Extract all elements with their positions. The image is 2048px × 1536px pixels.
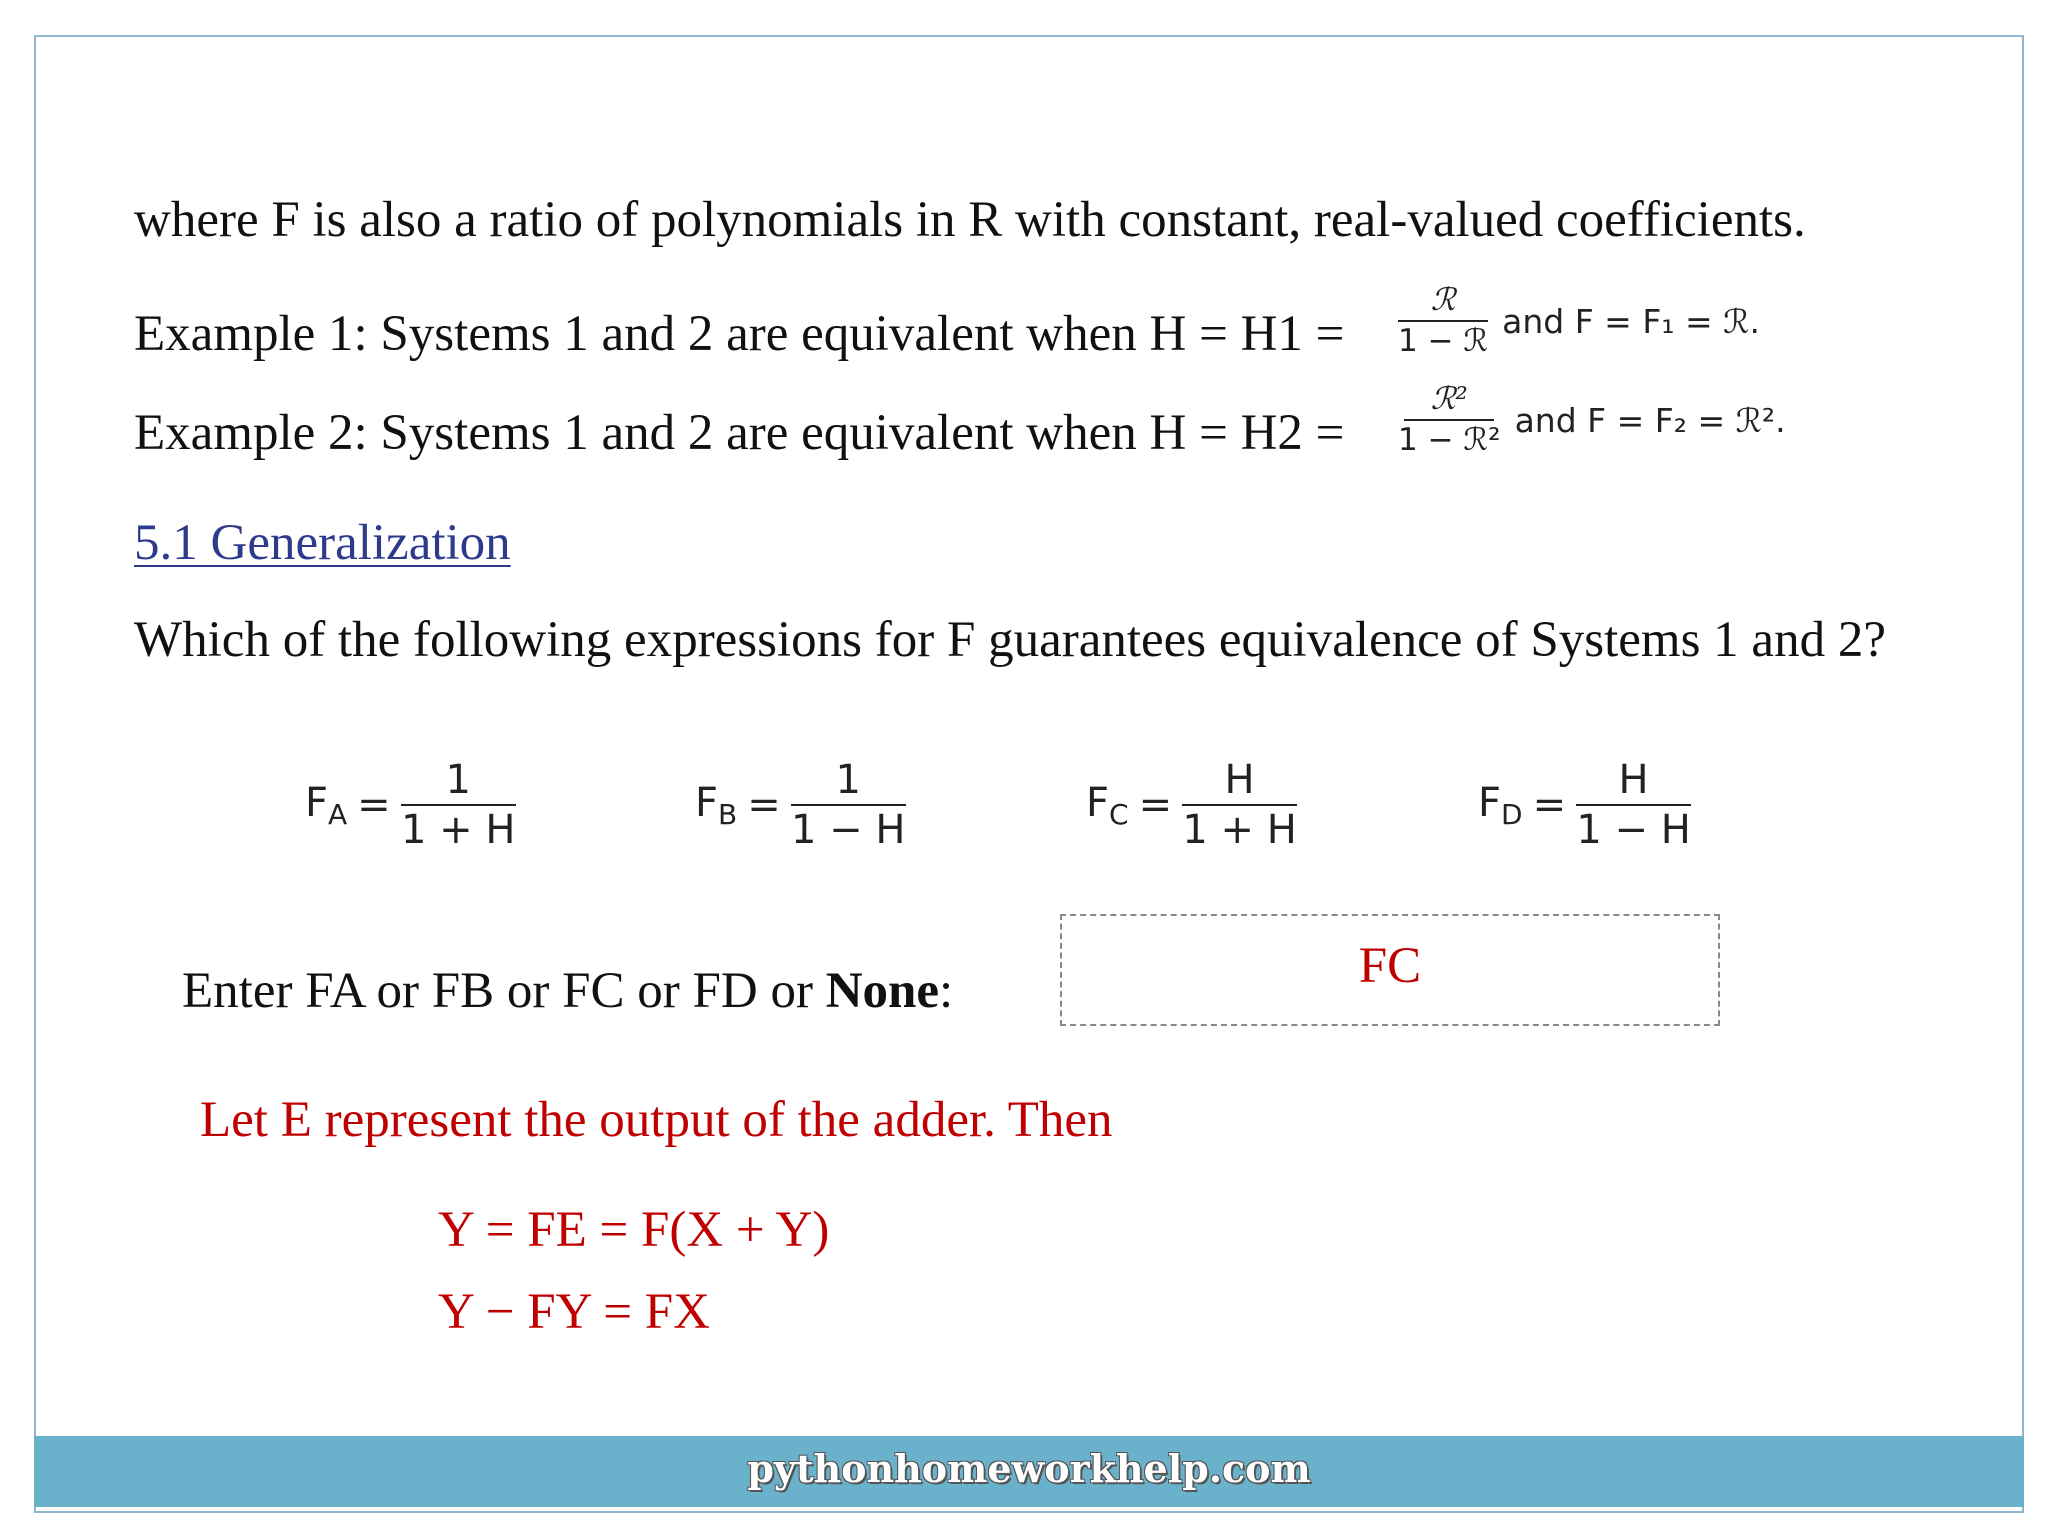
fraction-denominator: 1 − ℛ [1398, 323, 1489, 359]
fraction-bar [1404, 419, 1494, 421]
option-label [1478, 780, 1523, 831]
option-subscript: D [1501, 797, 1523, 831]
fraction-numerator: ℛ² [1430, 381, 1468, 417]
question-text: Which of the following expressions for F guarantees equivalence of Systems 1 and 2? [134, 612, 1886, 668]
example-1-fraction [1398, 282, 1489, 359]
equals-sign: = [1138, 782, 1173, 828]
fraction-bar [1182, 804, 1297, 806]
option-fa [305, 757, 516, 853]
example-1-tail: and F = F₁ = ℛ. [1502, 301, 1760, 341]
fraction-numerator: 1 [445, 757, 471, 803]
option-label [695, 780, 737, 831]
solution-equation-1: Y = FE = F(X + Y) [438, 1202, 830, 1258]
fraction-numerator: 1 [835, 757, 861, 803]
option-base: F [1086, 779, 1110, 826]
prompt-text: Enter FA or FB or FC or FD or [182, 963, 826, 1019]
example-2-fraction [1398, 381, 1501, 458]
section-link-generalization[interactable]: 5.1 Generalization [134, 515, 511, 571]
option-base: F [695, 779, 719, 826]
equals-sign: = [1532, 782, 1567, 828]
fraction-denominator: 1 + H [1182, 807, 1297, 853]
footer-bar [34, 1436, 2024, 1507]
fraction-bar [1576, 804, 1691, 806]
answer-input[interactable]: FC [1060, 914, 1720, 1026]
option-subscript: B [718, 797, 738, 831]
fraction-denominator: 1 − ℛ² [1398, 422, 1501, 458]
option-base: F [1478, 779, 1502, 826]
footer-site-link[interactable]: pythonhomeworkhelp.com [747, 1446, 1311, 1491]
example-2-text: Example 2: Systems 1 and 2 are equivalent when H = H2 = [134, 405, 1345, 461]
option-label [1086, 780, 1129, 831]
option-subscript: C [1109, 797, 1129, 831]
option-fd [1478, 757, 1691, 853]
example-1-text: Example 1: Systems 1 and 2 are equivalent when H = H1 = [134, 306, 1345, 362]
fraction-bar [401, 804, 516, 806]
option-fraction [1182, 757, 1297, 853]
option-fb [695, 757, 906, 853]
option-base: F [305, 779, 329, 826]
fraction-numerator: H [1618, 757, 1649, 803]
option-fraction [400, 757, 516, 853]
prompt-colon: : [939, 963, 954, 1019]
option-label [305, 780, 347, 831]
equals-sign: = [747, 782, 781, 828]
solution-intro: Let E represent the output of the adder. Then [200, 1092, 1113, 1148]
example-2-formula [1398, 381, 1786, 458]
equals-sign: = [357, 782, 391, 828]
answer-prompt [182, 962, 953, 1020]
example-1-formula [1398, 282, 1760, 359]
answer-options [0, 757, 2048, 870]
fraction-numerator: H [1224, 757, 1255, 803]
option-fraction [791, 757, 906, 853]
solution-equation-2: Y − FY = FX [438, 1284, 710, 1340]
fraction-denominator: 1 − H [1576, 807, 1691, 853]
example-2-tail: and F = F₂ = ℛ². [1514, 400, 1786, 440]
option-fraction [1576, 757, 1691, 853]
option-subscript: A [328, 797, 348, 831]
fraction-bar [1398, 320, 1488, 322]
fraction-denominator: 1 − H [791, 807, 906, 853]
prompt-bold-none: None [825, 963, 940, 1019]
fraction-denominator: 1 + H [400, 807, 516, 853]
intro-text: where F is also a ratio of polynomials in R with constant, real-valued coefficients. [134, 192, 1806, 248]
fraction-numerator: ℛ [1430, 282, 1456, 318]
fraction-bar [791, 804, 906, 806]
option-fc [1086, 757, 1297, 853]
